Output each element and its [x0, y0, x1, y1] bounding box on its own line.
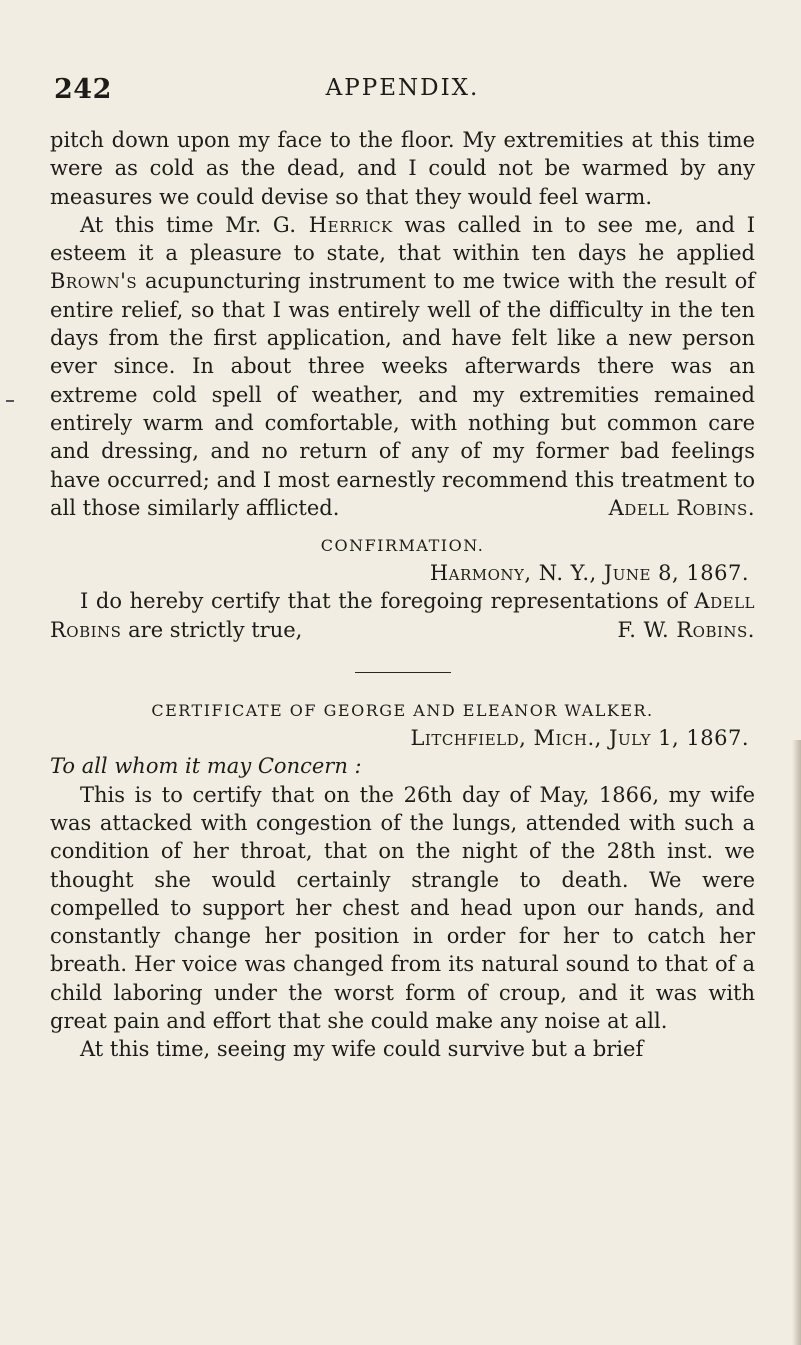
- signature-adell-robins: Adell Robins.: [608, 495, 755, 520]
- certificate-dateline: [50, 724, 755, 752]
- running-head: APPENDIX.: [325, 75, 480, 101]
- page-header: [50, 74, 755, 126]
- dateline-text: Harmony, N. Y., June 8, 1867.: [429, 561, 749, 586]
- confirmation-heading: CONFIRMATION.: [320, 536, 485, 556]
- confirmation-dateline: [50, 559, 755, 587]
- text-run: At this time Mr.: [80, 212, 273, 237]
- certificate-paragraph-continued: At this time, seeing my wife could survive but a brief: [80, 1037, 644, 1062]
- page-edge-shadow: [792, 740, 801, 1345]
- certificate-paragraph: This is to certify that on the 26th day of May, 1866, my wife was attacked with congestion of the lungs, attended with such a condition of her throat, that on the night of the 28th inst. we thought she would certainly strangle to death. We were compelled to support her chest and head upon our hands, and constantly change her position in order for her to catch her breath. Her voice was changed from its natural sound to that of a child laboring under the worst form of croup, and it was with great pain and effort that she could make any noise at all.: [50, 782, 755, 1034]
- text-run: was called in to see me, and I esteem it a pleasure to state, that within ten days he applied: [50, 212, 755, 266]
- section-divider: [355, 672, 451, 673]
- name-adell-robins: Adell Robins: [50, 589, 755, 642]
- name-brown: Brown's: [50, 269, 138, 294]
- name-herrick: G. Herrick: [272, 212, 393, 237]
- paragraph-testimony: [50, 211, 755, 522]
- margin-mark: [6, 400, 14, 402]
- confirmation-paragraph: [50, 587, 755, 644]
- text-run: are strictly true,: [121, 617, 303, 642]
- salutation: To all whom it may Concern :: [50, 754, 362, 779]
- text-run: acupuncturing instrument to me twice with the result of entire relief, so that I was entirely well of the difficulty in the ten days from the first application, and have felt like a new person ever since. In about three weeks afterwards there was an extreme cold spell of weather, and my extremities remained entirely warm and comfortable, with nothing but common care and dressing, and no return of any of my former bad feelings have occurred; and I most earnestly recommend this treatment to all those similarly afflicted.: [50, 269, 755, 520]
- page-number: 242: [54, 74, 112, 105]
- signature-fw-robins: F. W. Robins.: [617, 617, 755, 642]
- text-run: I do hereby certify that the foregoing representations of: [80, 589, 695, 614]
- certificate-heading: CERTIFICATE OF GEORGE AND ELEANOR WALKER.: [151, 701, 654, 721]
- dateline-text: Litchfield, Mich., July 1, 1867.: [410, 726, 749, 751]
- paragraph-continued: pitch down upon my face to the floor. My extremities at this time were as cold as the dead, and I could not be warmed by any measures we could devise so that they would feel warm.: [50, 128, 755, 209]
